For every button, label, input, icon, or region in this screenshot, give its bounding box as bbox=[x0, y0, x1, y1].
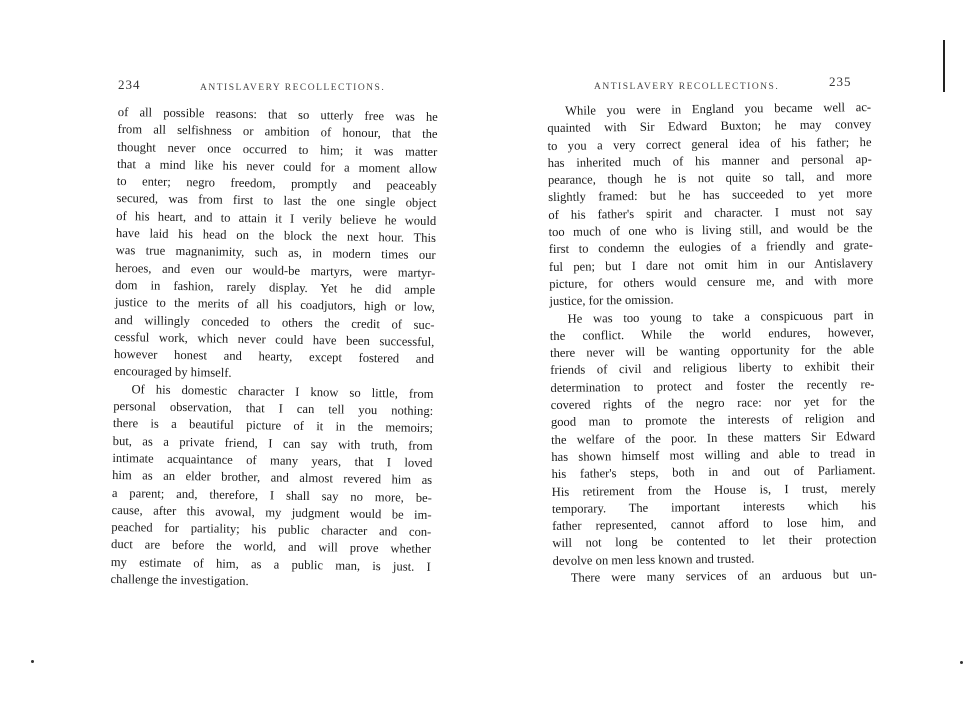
text-line: pearance, though he is not quite so tall, and more bbox=[547, 169, 873, 188]
text-line: quainted with Sir Edward Buxton; he may convey bbox=[547, 117, 872, 136]
text-line: picture, for others would censure me, and with more bbox=[549, 272, 874, 291]
text-line: however honest and hearty, except fostered and bbox=[113, 347, 435, 367]
text-line: peached for partiality; his public character and con- bbox=[111, 520, 432, 540]
right-running-head: ANTISLAVERY RECOLLECTIONS. bbox=[594, 82, 780, 92]
text-line: challenge the investigation. bbox=[110, 571, 249, 589]
scan-speck bbox=[960, 661, 963, 664]
text-line: He was too young to take a conspicuous part in bbox=[567, 307, 874, 326]
text-line: determination to protect and foster the recently re- bbox=[550, 376, 875, 395]
text-line: father represented, cannot afford to lose him, and bbox=[552, 515, 877, 534]
scan-speck bbox=[31, 660, 34, 663]
text-line: there is a beautiful picture of it in the memoirs; bbox=[112, 416, 434, 436]
text-line: good man to promote the interests of religion and bbox=[550, 411, 875, 430]
text-line: ful pen; but I dare not omit him in our Antislavery bbox=[548, 255, 874, 274]
text-line: slightly framed: but he has succeeded to yet more bbox=[548, 186, 873, 205]
text-line: covered rights of the negro race: nor yet for the bbox=[550, 394, 875, 413]
left-body-text bbox=[110, 104, 438, 593]
text-line: heroes, and even our would-be martyrs, were martyr- bbox=[115, 260, 436, 280]
left-page-number: 234 bbox=[118, 77, 141, 92]
text-line: of his father's spirit and character. I must not say bbox=[548, 203, 873, 222]
text-line: there never will be wanting opportunity for the able bbox=[549, 342, 875, 361]
text-line: have laid his head on the block the next hour. This bbox=[115, 226, 437, 246]
text-line: devolve on men less known and trusted. bbox=[552, 551, 755, 568]
text-line: too much of one who is living still, and would be the bbox=[548, 221, 873, 240]
text-line: His retirement from the House is, I trust, merely bbox=[551, 480, 876, 499]
text-line: him as an elder brother, and almost revered him as bbox=[112, 468, 433, 488]
text-line: dom in fashion, rarely display. Yet he did ample bbox=[115, 277, 436, 297]
text-line: duct are before the world, and will prove whether bbox=[110, 537, 432, 557]
text-line: the welfare of the poor. In these matters Sir Edward bbox=[551, 428, 876, 447]
scan-edge-mark bbox=[943, 40, 945, 92]
text-line: has shown himself most willing and able to tread in bbox=[551, 445, 876, 464]
text-line: to enter; negro freedom, promptly and peaceably bbox=[116, 174, 437, 194]
text-line: secured, was from first to last the one single object bbox=[116, 191, 437, 211]
text-line: was true magnanimity, such as, in modern times our bbox=[115, 243, 436, 263]
text-line: temporary. The important interests which his bbox=[551, 497, 877, 516]
right-page-number: 235 bbox=[829, 74, 852, 89]
text-line: justice to the merits of all his coadjutors, high or low, bbox=[114, 295, 435, 315]
text-line: will not long be contented to let their protection bbox=[552, 532, 877, 551]
text-line: justice, for the omission. bbox=[549, 292, 674, 309]
text-line: from all selfishness or ambition of honour, that the bbox=[117, 122, 438, 142]
text-line: Of his domestic character I know so little, from bbox=[131, 381, 434, 401]
text-line: his father's steps, both in and out of Parliament. bbox=[551, 463, 876, 482]
text-line: thought never once occurred to him; it was matter bbox=[117, 139, 438, 159]
text-line: first to condemn the eulogies of a friendly and grate- bbox=[548, 238, 873, 257]
text-line: intimate acquaintance of many years, that I loved bbox=[112, 450, 433, 470]
text-line: cessful work, which never could have been successful, bbox=[114, 329, 435, 349]
text-line: friends of civil and religious liberty to exhibit their bbox=[550, 359, 875, 378]
text-line: that a mind like his never could for a moment allow bbox=[116, 156, 438, 176]
text-line: encouraged by himself. bbox=[113, 364, 232, 381]
text-line: has inherited much of his manner and personal ap- bbox=[547, 151, 872, 170]
text-line: to you a very correct general idea of his father; he bbox=[547, 134, 872, 153]
text-line: While you were in England you became well ac- bbox=[565, 100, 872, 118]
text-line: personal observation, that I can tell you nothing: bbox=[113, 399, 434, 419]
text-line: of his heart, and to attain it I verily believe he would bbox=[116, 208, 437, 228]
text-line: and willingly conceded to others the credit of suc- bbox=[114, 312, 435, 332]
text-line: There were many services of an arduous but un- bbox=[570, 567, 877, 585]
text-line: but, as a private friend, I can say with truth, from bbox=[112, 433, 433, 453]
text-line: the conflict. While the world endures, however, bbox=[549, 324, 874, 343]
right-page bbox=[490, 0, 980, 701]
right-body-text bbox=[547, 99, 877, 587]
text-line: my estimate of him, as a public man, is just. I bbox=[110, 554, 431, 574]
text-line: cause, after this avowal, my judgment would be im- bbox=[111, 502, 432, 522]
text-line: a parent; and, therefore, I shall say no more, be- bbox=[111, 485, 432, 505]
text-line: of all possible reasons: that so utterly free was he bbox=[117, 104, 438, 125]
left-running-head: ANTISLAVERY RECOLLECTIONS. bbox=[200, 83, 386, 93]
